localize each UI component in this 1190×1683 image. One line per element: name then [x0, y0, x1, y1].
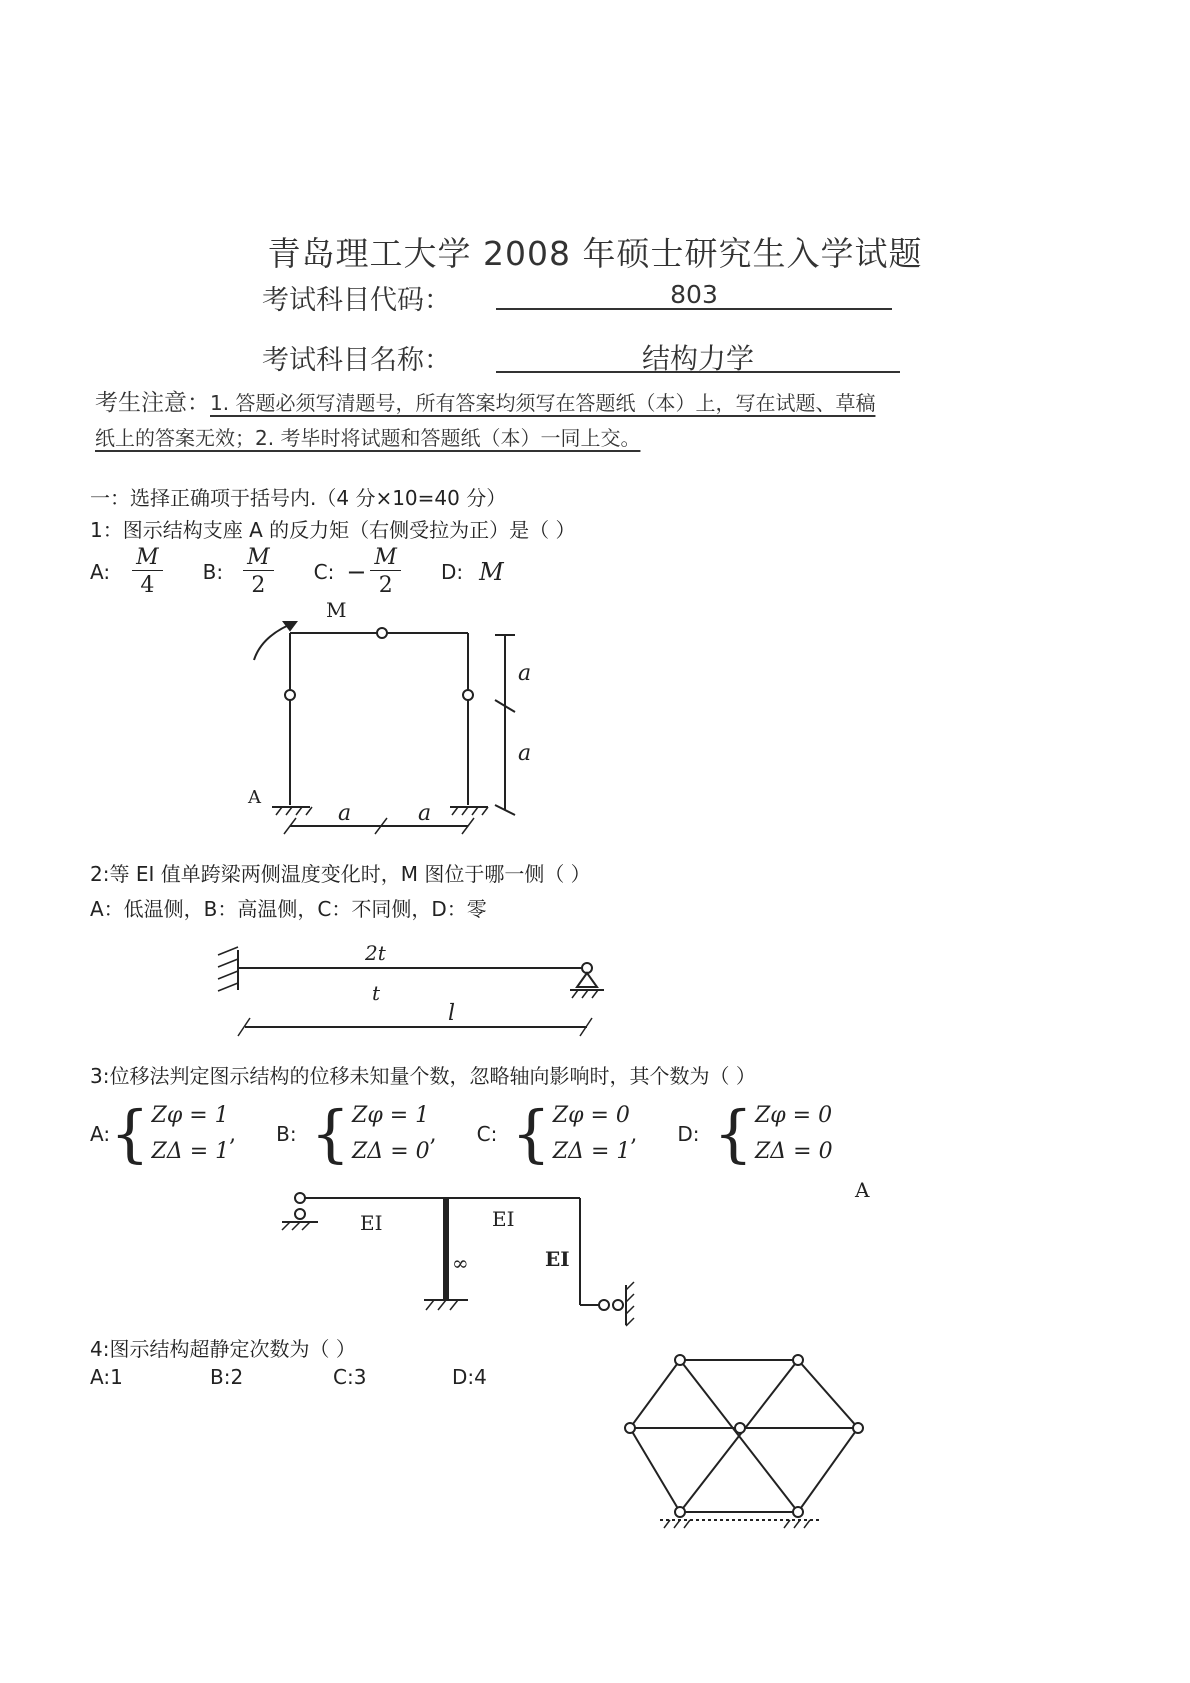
option-label: A:: [90, 559, 111, 584]
option-d-system: { Zφ = 0 ZΔ = 0: [713, 1097, 833, 1170]
section-heading: 一：选择正确项于括号内.（4 分×10=40 分）: [90, 486, 507, 510]
minus-sign: −: [346, 557, 367, 586]
notice-text-2: 纸上的答案无效；2. 考毕时将试题和答题纸（本）一同上交。: [95, 426, 641, 450]
option-b-system: { Zφ = 1 ZΔ = 0 ,: [310, 1097, 437, 1170]
length-label: l: [448, 1001, 456, 1026]
question-2-options: A：低温侧，B：高温侧，C：不同侧，D：零: [90, 897, 487, 921]
top-temperature-label: 2t: [365, 941, 386, 965]
subject-name-value: 结构力学: [496, 337, 900, 373]
notice-text-1: 1. 答题必须写清题号，所有答案均须写在答题纸（本）上，写在试题、草稿: [210, 391, 876, 415]
question-3-text: 3:位移法判定图示结构的位移未知量个数，忽略轴向影响时，其个数为（ ）: [90, 1064, 756, 1088]
ei-label: EI: [545, 1247, 570, 1271]
option-d-value: M: [479, 557, 504, 586]
option-b-fraction: $\frac{M}{2}$: [243, 545, 274, 598]
support-a-label: A: [248, 787, 261, 808]
question-2-text: 2:等 EI 值单跨梁两侧温度变化时，M 图位于哪一侧（ ）: [90, 862, 591, 886]
option-label: C:: [313, 559, 335, 584]
dim-label: a: [518, 741, 532, 766]
handwritten-answer-mark: A: [855, 1178, 870, 1202]
question-4-option-d: D:4: [452, 1365, 487, 1389]
dim-label: a: [418, 801, 432, 826]
question-4-option-a: A:1: [90, 1365, 123, 1389]
moment-label: M: [326, 598, 347, 622]
ei-label: EI: [360, 1211, 383, 1235]
option-label: C:: [476, 1122, 498, 1146]
figure-q2-beam: [218, 941, 604, 1036]
option-label: D:: [677, 1122, 700, 1146]
question-3-options: [90, 1098, 833, 1170]
subject-code-value: 803: [496, 280, 892, 310]
infinity-label: ∞: [452, 1251, 469, 1275]
option-a-fraction: $\frac{M}{4}$: [132, 545, 163, 598]
question-4-text: 4:图示结构超静定次数为（ ）: [90, 1337, 356, 1361]
figure-q3-frame: [282, 1193, 634, 1326]
dim-label: a: [518, 661, 532, 686]
subject-code-label: 考试科目代码：: [262, 285, 451, 316]
option-label: B:: [202, 559, 224, 584]
figure-q1-frame: [247, 598, 531, 834]
option-label: B:: [276, 1122, 297, 1146]
exam-title: 青岛理工大学 2008 年硕士研究生入学试题: [267, 234, 923, 273]
question-1-text: 1：图示结构支座 A 的反力矩（右侧受拉为正）是（ ）: [90, 518, 576, 542]
figure-q4-truss: [625, 1355, 863, 1528]
option-label: D:: [440, 559, 464, 584]
option-label: A:: [90, 1122, 111, 1146]
option-c-fraction: $\frac{M}{2}$: [370, 545, 401, 598]
notice-label: 考生注意：: [95, 390, 210, 416]
bottom-temperature-label: t: [372, 981, 381, 1005]
subject-name-label: 考试科目名称：: [262, 345, 451, 376]
question-4-option-b: B:2: [210, 1365, 244, 1389]
option-c-system: { Zφ = 0 ZΔ = 1 ,: [511, 1097, 638, 1170]
question-4-option-c: C:3: [333, 1365, 367, 1389]
ei-label: EI: [492, 1207, 515, 1231]
dim-label: a: [338, 801, 352, 826]
option-a-system: { Zφ = 1 ZΔ = 1 ,: [110, 1097, 237, 1170]
